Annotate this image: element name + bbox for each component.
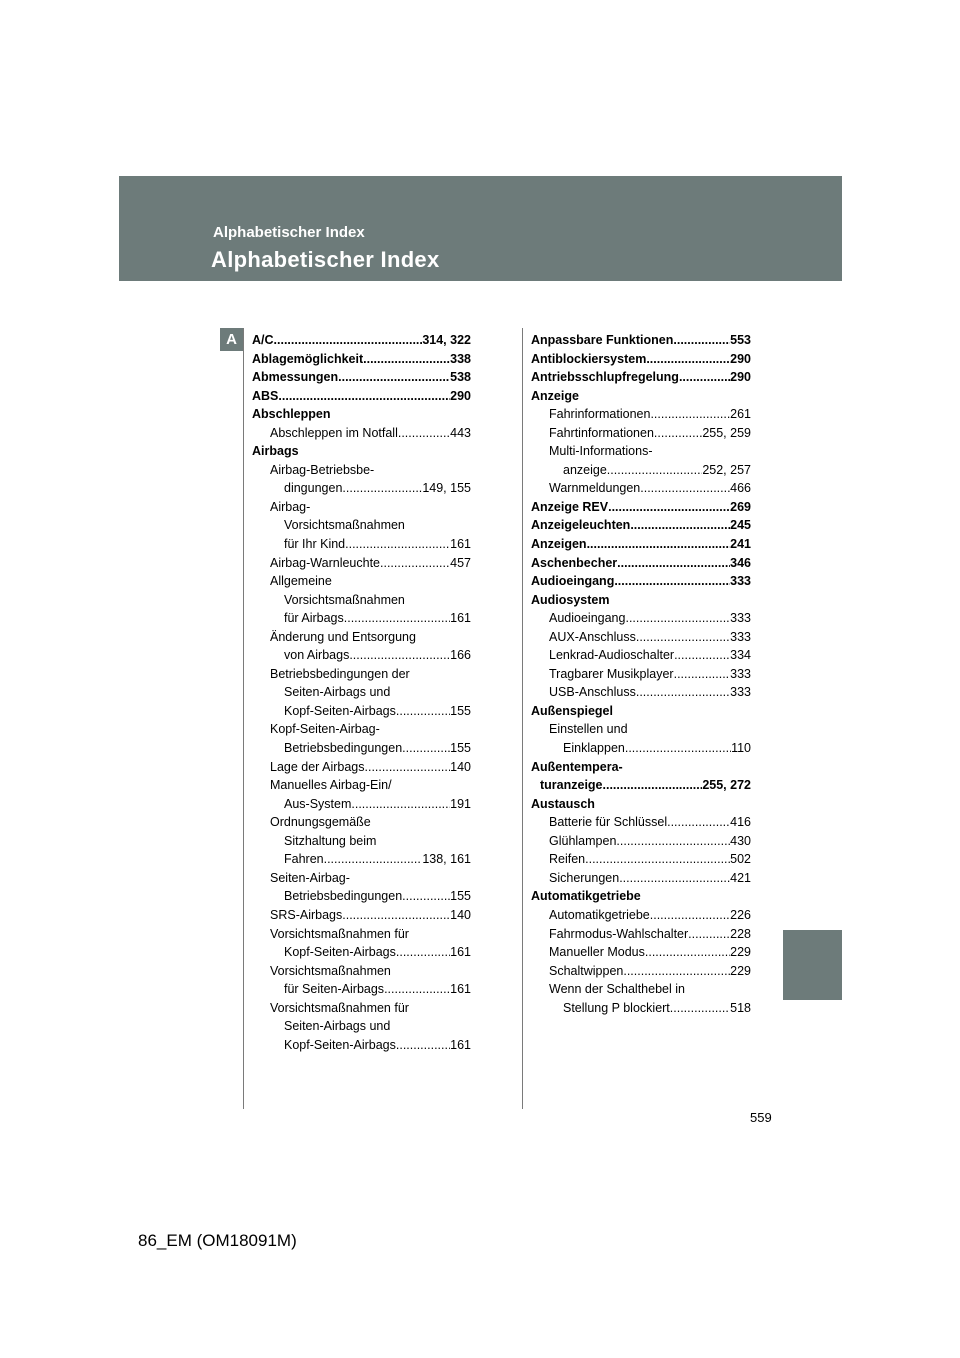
- document-code: 86_EM (OM18091M): [138, 1231, 297, 1250]
- section-header: [119, 176, 842, 281]
- leader-dots: [344, 609, 450, 628]
- index-entry-text: Allgemeine: [270, 574, 332, 589]
- index-entry-text: Automatikgetriebe: [531, 889, 641, 904]
- index-entry: [252, 1036, 471, 1055]
- index-entry-text: Antiblockiersystem: [531, 351, 647, 366]
- index-entry-page: 502: [730, 852, 751, 867]
- leader-dots: [617, 554, 730, 573]
- index-entry: [252, 980, 471, 999]
- index-entry-page: 191: [450, 796, 471, 811]
- index-entry: [252, 999, 471, 1018]
- index-entry: [252, 350, 471, 369]
- index-entry-text: Sicherungen: [549, 870, 620, 885]
- leader-dots: [625, 739, 731, 758]
- index-entry-page: 241: [730, 537, 751, 552]
- index-entry-text: Kopf-Seiten-Airbags: [284, 1037, 396, 1052]
- index-entry-text: Glühlampen: [549, 833, 617, 848]
- index-entry-text: Abschleppen: [252, 407, 331, 422]
- index-entry: [531, 368, 751, 387]
- index-entry: [252, 943, 471, 962]
- index-entry: [252, 850, 471, 869]
- index-entry: [531, 739, 751, 758]
- leader-dots: [351, 795, 450, 814]
- index-entry-text: ABS: [252, 388, 279, 403]
- index-entry: [252, 925, 471, 944]
- index-entry-page: 228: [730, 926, 751, 941]
- index-entry-text: Kopf-Seiten-Airbags: [284, 703, 396, 718]
- index-entry-page: 466: [730, 481, 751, 496]
- index-entry-text: für Seiten-Airbags: [284, 982, 385, 997]
- index-entry-page: 245: [730, 518, 751, 533]
- section-title: Alphabetischer Index: [211, 247, 440, 272]
- index-entry: [252, 516, 471, 535]
- index-entry-text: Audioeingang: [549, 611, 626, 626]
- index-entry-page: 252, 257: [702, 462, 751, 477]
- index-entry: [252, 646, 471, 665]
- index-entry-text: Seiten-Airbags und: [284, 1019, 391, 1034]
- leader-dots: [623, 962, 730, 981]
- index-entry: [531, 405, 751, 424]
- index-entry-text: Außentempera-: [531, 759, 623, 774]
- index-entry-text: SRS-Airbags: [270, 907, 343, 922]
- index-entry-text: Manueller Modus: [549, 945, 645, 960]
- index-entry: [531, 628, 751, 647]
- index-entry: [252, 628, 471, 647]
- leader-dots: [363, 350, 450, 369]
- index-entry-text: Kopf-Seiten-Airbags: [284, 945, 396, 960]
- leader-dots: [679, 368, 730, 387]
- index-entry: [531, 702, 751, 721]
- index-entry: [531, 350, 751, 369]
- index-entry: [531, 331, 751, 350]
- leader-dots: [667, 813, 730, 832]
- index-entry-text: Fahren: [284, 852, 324, 867]
- index-entry-page: 155: [450, 703, 471, 718]
- index-entry: [531, 980, 751, 999]
- leader-dots: [614, 572, 730, 591]
- index-entry-text: von Airbags: [284, 648, 350, 663]
- index-entry: [531, 962, 751, 981]
- leader-dots: [670, 999, 730, 1018]
- leader-dots: [342, 906, 450, 925]
- index-entry-page: 229: [730, 945, 751, 960]
- index-entry-page: 430: [730, 833, 751, 848]
- index-entry-text: Einstellen und: [549, 722, 628, 737]
- leader-dots: [398, 424, 450, 443]
- index-entry-text: dingungen: [284, 481, 343, 496]
- index-entry-text: für Airbags: [284, 611, 344, 626]
- index-entry: [252, 720, 471, 739]
- index-entry: [252, 1017, 471, 1036]
- index-entry-text: Einklappen: [563, 741, 625, 756]
- index-entry: [252, 887, 471, 906]
- index-entry-page: 346: [730, 555, 751, 570]
- index-entry: [531, 999, 751, 1018]
- index-entry-page: 416: [730, 815, 751, 830]
- index-entry-text: Anzeige REV: [531, 499, 609, 514]
- leader-dots: [402, 887, 450, 906]
- leader-dots: [650, 906, 730, 925]
- index-entry: [531, 869, 751, 888]
- leader-dots: [646, 350, 730, 369]
- index-entry: [252, 832, 471, 851]
- index-entry: [531, 461, 751, 480]
- index-entry: [531, 795, 751, 814]
- leader-dots: [650, 405, 730, 424]
- leader-dots: [402, 739, 450, 758]
- index-entry-text: Schaltwippen: [549, 963, 624, 978]
- index-entry-text: Manuelles Airbag-Ein/: [270, 778, 392, 793]
- index-entry-page: 161: [450, 537, 471, 552]
- leader-dots: [640, 479, 730, 498]
- leader-dots: [365, 758, 451, 777]
- index-entry-text: Lage der Airbags: [270, 759, 365, 774]
- index-entry-text: A/C: [252, 333, 274, 347]
- leader-dots: [636, 628, 730, 647]
- index-entry: [252, 758, 471, 777]
- index-entry: [252, 554, 471, 573]
- column-divider-left: [243, 328, 244, 1109]
- leader-dots: [619, 869, 730, 888]
- leader-dots: [396, 943, 450, 962]
- leader-dots: [616, 832, 730, 851]
- index-entry: [252, 424, 471, 443]
- index-entry: [252, 331, 471, 350]
- index-entry-text: anzeige: [563, 462, 607, 477]
- index-entry-text: Airbags: [252, 444, 299, 459]
- index-entry: [531, 887, 751, 906]
- index-entry-page: 553: [730, 333, 751, 347]
- index-entry: [252, 795, 471, 814]
- index-entry: [531, 925, 751, 944]
- index-entry-page: 333: [730, 611, 751, 626]
- index-entry-text: Abschleppen im Notfall: [270, 425, 398, 440]
- index-entry: [252, 498, 471, 517]
- leader-dots: [396, 702, 450, 721]
- index-entry-text: Multi-Informations-: [549, 444, 653, 459]
- index-entry: [531, 776, 751, 795]
- index-entry-page: 155: [450, 889, 471, 904]
- index-entry: [252, 702, 471, 721]
- index-entry-page: 161: [450, 1037, 471, 1052]
- index-entry-text: Vorsichtsmaßnahmen: [284, 592, 405, 607]
- index-entry-text: Fahrtinformationen: [549, 425, 654, 440]
- leader-dots: [674, 665, 731, 684]
- index-entry: [252, 368, 471, 387]
- index-entry: [531, 813, 751, 832]
- leader-dots: [654, 424, 702, 443]
- index-entry-text: Änderung und Entsorgung: [270, 629, 416, 644]
- leader-dots: [630, 516, 730, 535]
- index-entry-page: 269: [730, 499, 751, 514]
- index-entry: [252, 739, 471, 758]
- index-entry-text: Antriebsschlupfregelung: [531, 370, 679, 385]
- leader-dots: [645, 943, 730, 962]
- index-entry-page: 155: [450, 741, 471, 756]
- index-entry-page: 333: [730, 629, 751, 644]
- index-entry-text: Anzeige: [531, 388, 579, 403]
- index-entry-page: 161: [450, 982, 471, 997]
- index-entry-page: 161: [450, 945, 471, 960]
- index-entry-text: Betriebsbedingungen: [284, 889, 403, 904]
- index-entry-text: Airbag-: [270, 499, 311, 514]
- index-entry-text: Tragbarer Musikplayer: [549, 666, 674, 681]
- index-entry: [531, 535, 751, 554]
- index-entry: [252, 869, 471, 888]
- index-entry-text: für Ihr Kind: [284, 537, 346, 552]
- index-entry: [252, 813, 471, 832]
- index-entry-page: 138, 161: [422, 852, 471, 867]
- index-entry: [531, 554, 751, 573]
- index-entry-text: Seiten-Airbag-: [270, 870, 350, 885]
- index-entry-page: 421: [730, 870, 751, 885]
- index-entry-page: 149, 155: [422, 481, 471, 496]
- index-entry: [531, 850, 751, 869]
- index-entry: [252, 572, 471, 591]
- index-entry-page: 333: [730, 685, 751, 700]
- index-entry-text: Vorsichtsmaßnahmen: [270, 963, 391, 978]
- leader-dots: [608, 498, 730, 517]
- index-entry-text: Anzeigeleuchten: [531, 518, 631, 533]
- leader-dots: [674, 646, 730, 665]
- index-entry-page: 255, 259: [702, 425, 751, 440]
- index-entry-page: 290: [450, 388, 471, 403]
- leader-dots: [324, 850, 423, 869]
- section-subtitle: Alphabetischer Index: [213, 224, 365, 241]
- leader-dots: [396, 1036, 450, 1055]
- index-entry-text: Vorsichtsmaßnahmen für: [270, 926, 409, 941]
- index-entry-text: Betriebsbedingungen: [284, 741, 403, 756]
- index-entry-page: 161: [450, 611, 471, 626]
- index-entry-page: 226: [730, 907, 751, 922]
- index-entry-text: Aus-System: [284, 796, 352, 811]
- index-entry-text: Seiten-Airbags und: [284, 685, 391, 700]
- index-entry: [531, 720, 751, 739]
- index-entry: [531, 516, 751, 535]
- leader-dots: [625, 609, 730, 628]
- index-entry-text: Kopf-Seiten-Airbag-: [270, 722, 380, 737]
- index-entry-text: Audioeingang: [531, 574, 615, 589]
- index-entry-text: Batterie für Schlüssel: [549, 815, 668, 830]
- index-entry-text: Automatikgetriebe: [549, 907, 650, 922]
- index-entry-page: 140: [450, 907, 471, 922]
- index-entry: [252, 665, 471, 684]
- index-entry: [252, 461, 471, 480]
- index-entry-text: Vorsichtsmaßnahmen: [284, 518, 405, 533]
- index-entry: [531, 832, 751, 851]
- column-divider-right: [522, 328, 523, 1109]
- index-entry-text: Warnmeldungen: [549, 481, 641, 496]
- index-entry-text: Abmessungen: [252, 370, 339, 385]
- index-entry-page: 261: [730, 407, 751, 422]
- index-entry: [252, 442, 471, 461]
- index-entry: [252, 535, 471, 554]
- index-entry-page: 457: [450, 555, 471, 570]
- index-entry-text: Austausch: [531, 796, 595, 811]
- index-entry-text: Betriebsbedingungen der: [270, 666, 410, 681]
- leader-dots: [384, 980, 450, 999]
- index-entry-text: Fahrmodus-Wahlschalter: [549, 926, 689, 941]
- leader-dots: [607, 461, 703, 480]
- leader-dots: [338, 368, 450, 387]
- index-entry-text: Ordnungsgemäße: [270, 815, 371, 830]
- index-column-right: [531, 331, 751, 1017]
- index-entry-text: Sitzhaltung beim: [284, 833, 377, 848]
- leader-dots: [274, 331, 423, 350]
- index-entry-page: 443: [450, 425, 471, 440]
- index-entry: [252, 405, 471, 424]
- leader-dots: [585, 850, 730, 869]
- index-entry-text: Airbag-Warnleuchte: [270, 555, 381, 570]
- index-entry-text: Reifen: [549, 852, 586, 867]
- index-entry: [531, 758, 751, 777]
- index-entry-page: 290: [730, 370, 751, 385]
- index-entry-page: 110: [731, 741, 751, 756]
- index-entry: [531, 646, 751, 665]
- index-entry: [252, 479, 471, 498]
- index-entry: [531, 943, 751, 962]
- index-entry-page: 338: [450, 351, 471, 366]
- index-entry: [531, 591, 751, 610]
- leader-dots: [636, 683, 730, 702]
- leader-dots: [688, 925, 730, 944]
- index-entry-text: Fahrinformationen: [549, 407, 651, 422]
- index-entry: [531, 665, 751, 684]
- index-entry-text: AUX-Anschluss: [549, 629, 636, 644]
- index-letter-tab: A: [220, 328, 243, 351]
- index-entry: [252, 591, 471, 610]
- leader-dots: [380, 554, 450, 573]
- index-entry-text: Aschenbecher: [531, 555, 618, 570]
- leader-dots: [587, 535, 731, 554]
- index-entry-page: 333: [730, 574, 751, 589]
- index-entry: [252, 962, 471, 981]
- leader-dots: [349, 646, 450, 665]
- index-entry-page: 518: [730, 1000, 751, 1015]
- index-entry-text: Anpassbare Funktionen: [531, 333, 674, 347]
- index-entry: [252, 776, 471, 795]
- leader-dots: [603, 776, 703, 795]
- index-entry-text: Lenkrad-Audioschalter: [549, 648, 675, 663]
- index-entry-text: Airbag-Betriebsbe-: [270, 462, 375, 477]
- index-entry-page: 314, 322: [422, 333, 471, 347]
- leader-dots: [673, 331, 730, 350]
- index-entry-page: 140: [450, 759, 471, 774]
- index-entry-text: Audiosystem: [531, 592, 610, 607]
- index-entry-text: USB-Anschluss: [549, 685, 636, 700]
- index-entry: [531, 498, 751, 517]
- index-entry: [531, 609, 751, 628]
- index-entry: [252, 609, 471, 628]
- index-entry: [252, 387, 471, 406]
- index-entry: [531, 387, 751, 406]
- index-entry: [531, 572, 751, 591]
- index-column-left: [252, 331, 471, 1054]
- page-number: 559: [750, 1110, 772, 1125]
- index-entry-page: 334: [730, 648, 751, 663]
- leader-dots: [345, 535, 450, 554]
- index-entry-text: Außenspiegel: [531, 703, 613, 718]
- index-entry-text: Wenn der Schalthebel in: [549, 982, 685, 997]
- index-entry-text: Vorsichtsmaßnahmen für: [270, 1000, 409, 1015]
- index-entry-text: Stellung P blockiert: [563, 1000, 670, 1015]
- chapter-side-tab: [783, 930, 842, 1000]
- index-entry-page: 290: [730, 351, 751, 366]
- index-entry-page: 166: [450, 648, 471, 663]
- index-entry-text: Anzeigen: [531, 537, 587, 552]
- index-entry: [531, 442, 751, 461]
- index-entry: [531, 906, 751, 925]
- index-entry: [531, 424, 751, 443]
- leader-dots: [278, 387, 450, 406]
- index-entry-page: 255, 272: [702, 778, 751, 793]
- index-entry: [252, 906, 471, 925]
- index-entry-page: 229: [730, 963, 751, 978]
- index-entry-page: 333: [730, 666, 751, 681]
- index-entry: [252, 683, 471, 702]
- leader-dots: [342, 479, 422, 498]
- index-entry: [531, 479, 751, 498]
- index-entry: [531, 683, 751, 702]
- index-entry-text: turanzeige: [540, 778, 603, 793]
- index-entry-text: Ablagemöglichkeit: [252, 351, 364, 366]
- index-entry-page: 538: [450, 370, 471, 385]
